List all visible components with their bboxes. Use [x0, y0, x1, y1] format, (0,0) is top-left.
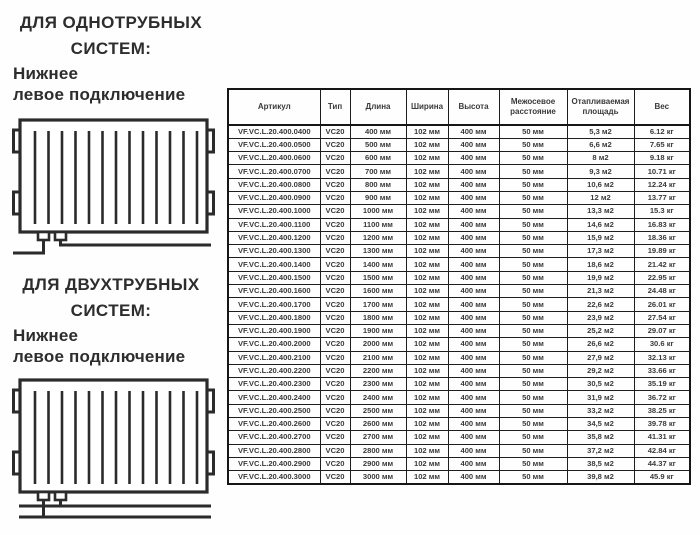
single-pipe-connection-label [13, 63, 219, 105]
cell-axle-distance: 50 мм [499, 391, 567, 404]
cell-article: VF.VC.L.20.400.0400 [228, 125, 320, 138]
cell-type: VC20 [320, 311, 350, 324]
cell-type: VC20 [320, 152, 350, 165]
table-row [228, 205, 690, 218]
cell-width: 102 мм [406, 125, 448, 138]
cell-weight: 38.25 кг [634, 404, 690, 417]
cell-article: VF.VC.L.20.400.1700 [228, 298, 320, 311]
cell-weight: 44.37 кг [634, 457, 690, 470]
cell-length: 1600 мм [350, 285, 406, 298]
table-row [228, 431, 690, 444]
cell-height: 400 мм [448, 205, 499, 218]
cell-weight: 12.24 кг [634, 178, 690, 191]
cell-weight: 41.31 кг [634, 431, 690, 444]
cell-weight: 15.3 кг [634, 205, 690, 218]
cell-article: VF.VC.L.20.400.3000 [228, 471, 320, 484]
cell-length: 1500 мм [350, 271, 406, 284]
cell-height: 400 мм [448, 391, 499, 404]
cell-article: VF.VC.L.20.400.0600 [228, 152, 320, 165]
cell-heated-area: 35,8 м2 [567, 431, 634, 444]
table-row [228, 311, 690, 324]
cell-axle-distance: 50 мм [499, 471, 567, 484]
cell-width: 102 мм [406, 391, 448, 404]
table-row [228, 378, 690, 391]
radiator-diagram-two-pipe [11, 372, 216, 522]
cell-type: VC20 [320, 285, 350, 298]
two-pipe-section-heading [8, 272, 214, 324]
cell-height: 400 мм [448, 138, 499, 151]
cell-axle-distance: 50 мм [499, 165, 567, 178]
cell-height: 400 мм [448, 431, 499, 444]
cell-weight: 7.65 кг [634, 138, 690, 151]
cell-width: 102 мм [406, 178, 448, 191]
cell-type: VC20 [320, 258, 350, 271]
cell-height: 400 мм [448, 364, 499, 377]
table-row [228, 324, 690, 337]
cell-width: 102 мм [406, 218, 448, 231]
table-row [228, 418, 690, 431]
cell-width: 102 мм [406, 404, 448, 417]
cell-type: VC20 [320, 351, 350, 364]
header-height: Высота [448, 89, 499, 125]
cell-length: 1100 мм [350, 218, 406, 231]
table-row [228, 457, 690, 470]
cell-height: 400 мм [448, 218, 499, 231]
single-pipe-section-heading [8, 10, 214, 62]
cell-type: VC20 [320, 231, 350, 244]
cell-weight: 19.89 кг [634, 245, 690, 258]
cell-article: VF.VC.L.20.400.0500 [228, 138, 320, 151]
cell-width: 102 мм [406, 311, 448, 324]
cell-height: 400 мм [448, 125, 499, 138]
cell-weight: 6.12 кг [634, 125, 690, 138]
cell-article: VF.VC.L.20.400.1500 [228, 271, 320, 284]
cell-axle-distance: 50 мм [499, 364, 567, 377]
cell-width: 102 мм [406, 152, 448, 165]
cell-article: VF.VC.L.20.400.1000 [228, 205, 320, 218]
cell-axle-distance: 50 мм [499, 205, 567, 218]
spec-table [227, 88, 691, 485]
cell-width: 102 мм [406, 258, 448, 271]
cell-type: VC20 [320, 324, 350, 337]
cell-height: 400 мм [448, 231, 499, 244]
cell-axle-distance: 50 мм [499, 258, 567, 271]
cell-width: 102 мм [406, 165, 448, 178]
cell-width: 102 мм [406, 298, 448, 311]
cell-type: VC20 [320, 125, 350, 138]
cell-type: VC20 [320, 191, 350, 204]
cell-type: VC20 [320, 471, 350, 484]
cell-weight: 9.18 кг [634, 152, 690, 165]
header-axle-distance: Межосевое расстояние [499, 89, 567, 125]
cell-height: 400 мм [448, 444, 499, 457]
table-row [228, 444, 690, 457]
header-length: Длина [350, 89, 406, 125]
header-article: Артикул [228, 89, 320, 125]
cell-axle-distance: 50 мм [499, 444, 567, 457]
cell-axle-distance: 50 мм [499, 178, 567, 191]
cell-width: 102 мм [406, 364, 448, 377]
cell-axle-distance: 50 мм [499, 338, 567, 351]
cell-type: VC20 [320, 298, 350, 311]
table-row [228, 125, 690, 138]
cell-height: 400 мм [448, 271, 499, 284]
cell-width: 102 мм [406, 431, 448, 444]
cell-length: 2600 мм [350, 418, 406, 431]
cell-type: VC20 [320, 444, 350, 457]
cell-article: VF.VC.L.20.400.2600 [228, 418, 320, 431]
cell-weight: 35.19 кг [634, 378, 690, 391]
cell-article: VF.VC.L.20.400.2500 [228, 404, 320, 417]
cell-type: VC20 [320, 338, 350, 351]
cell-article: VF.VC.L.20.400.1400 [228, 258, 320, 271]
cell-height: 400 мм [448, 178, 499, 191]
left-panel [0, 0, 222, 535]
cell-height: 400 мм [448, 457, 499, 470]
cell-weight: 27.54 кг [634, 311, 690, 324]
cell-length: 1700 мм [350, 298, 406, 311]
cell-axle-distance: 50 мм [499, 298, 567, 311]
cell-weight: 36.72 кг [634, 391, 690, 404]
cell-type: VC20 [320, 271, 350, 284]
cell-type: VC20 [320, 138, 350, 151]
cell-axle-distance: 50 мм [499, 351, 567, 364]
cell-type: VC20 [320, 418, 350, 431]
cell-height: 400 мм [448, 418, 499, 431]
table-row [228, 218, 690, 231]
cell-axle-distance: 50 мм [499, 271, 567, 284]
cell-length: 2700 мм [350, 431, 406, 444]
table-row [228, 231, 690, 244]
cell-length: 2800 мм [350, 444, 406, 457]
cell-length: 1300 мм [350, 245, 406, 258]
cell-height: 400 мм [448, 338, 499, 351]
cell-article: VF.VC.L.20.400.2200 [228, 364, 320, 377]
header-type: Тип [320, 89, 350, 125]
radiator-diagram-single-pipe [11, 112, 216, 258]
cell-width: 102 мм [406, 285, 448, 298]
cell-type: VC20 [320, 218, 350, 231]
cell-weight: 22.95 кг [634, 271, 690, 284]
cell-type: VC20 [320, 165, 350, 178]
cell-length: 1800 мм [350, 311, 406, 324]
cell-width: 102 мм [406, 378, 448, 391]
cell-length: 2900 мм [350, 457, 406, 470]
table-row [228, 152, 690, 165]
table-row [228, 338, 690, 351]
heading-line2: СИСТЕМ: [70, 301, 152, 320]
cell-weight: 16.83 кг [634, 218, 690, 231]
cell-axle-distance: 50 мм [499, 418, 567, 431]
table-row [228, 391, 690, 404]
cell-length: 2300 мм [350, 378, 406, 391]
cell-length: 500 мм [350, 138, 406, 151]
cell-article: VF.VC.L.20.400.2400 [228, 391, 320, 404]
cell-heated-area: 23,9 м2 [567, 311, 634, 324]
cell-heated-area: 29,2 м2 [567, 364, 634, 377]
cell-article: VF.VC.L.20.400.1600 [228, 285, 320, 298]
header-width: Ширина [406, 89, 448, 125]
heading-line2: СИСТЕМ: [70, 39, 152, 58]
cell-weight: 18.36 кг [634, 231, 690, 244]
cell-article: VF.VC.L.20.400.1200 [228, 231, 320, 244]
cell-axle-distance: 50 мм [499, 285, 567, 298]
cell-width: 102 мм [406, 191, 448, 204]
cell-weight: 30.6 кг [634, 338, 690, 351]
table-row [228, 404, 690, 417]
cell-heated-area: 25,2 м2 [567, 324, 634, 337]
cell-length: 900 мм [350, 191, 406, 204]
cell-height: 400 мм [448, 298, 499, 311]
cell-article: VF.VC.L.20.400.1100 [228, 218, 320, 231]
cell-width: 102 мм [406, 271, 448, 284]
table-row [228, 178, 690, 191]
sub-line2: левое подключение [13, 347, 186, 366]
cell-weight: 39.78 кг [634, 418, 690, 431]
cell-length: 3000 мм [350, 471, 406, 484]
cell-length: 400 мм [350, 125, 406, 138]
cell-weight: 26.01 кг [634, 298, 690, 311]
cell-length: 800 мм [350, 178, 406, 191]
cell-height: 400 мм [448, 245, 499, 258]
cell-article: VF.VC.L.20.400.1300 [228, 245, 320, 258]
cell-axle-distance: 50 мм [499, 311, 567, 324]
cell-article: VF.VC.L.20.400.2000 [228, 338, 320, 351]
cell-height: 400 мм [448, 258, 499, 271]
cell-height: 400 мм [448, 471, 499, 484]
cell-weight: 45.9 кг [634, 471, 690, 484]
cell-heated-area: 13,3 м2 [567, 205, 634, 218]
cell-type: VC20 [320, 404, 350, 417]
cell-heated-area: 39,8 м2 [567, 471, 634, 484]
cell-weight: 10.71 кг [634, 165, 690, 178]
cell-length: 2200 мм [350, 364, 406, 377]
header-heated-area: Отапливаемая площадь [567, 89, 634, 125]
table-row [228, 471, 690, 484]
table-row [228, 351, 690, 364]
cell-length: 1900 мм [350, 324, 406, 337]
cell-heated-area: 10,6 м2 [567, 178, 634, 191]
cell-type: VC20 [320, 178, 350, 191]
cell-heated-area: 9,3 м2 [567, 165, 634, 178]
cell-type: VC20 [320, 378, 350, 391]
cell-heated-area: 27,9 м2 [567, 351, 634, 364]
cell-heated-area: 34,5 м2 [567, 418, 634, 431]
cell-weight: 24.48 кг [634, 285, 690, 298]
cell-width: 102 мм [406, 245, 448, 258]
table-row [228, 138, 690, 151]
cell-heated-area: 8 м2 [567, 152, 634, 165]
sub-line1: Нижнее [13, 64, 79, 83]
cell-weight: 21.42 кг [634, 258, 690, 271]
cell-heated-area: 30,5 м2 [567, 378, 634, 391]
cell-width: 102 мм [406, 418, 448, 431]
cell-width: 102 мм [406, 138, 448, 151]
cell-heated-area: 18,6 м2 [567, 258, 634, 271]
table-row [228, 271, 690, 284]
cell-height: 400 мм [448, 311, 499, 324]
table-row [228, 191, 690, 204]
cell-weight: 29.07 кг [634, 324, 690, 337]
cell-width: 102 мм [406, 338, 448, 351]
cell-width: 102 мм [406, 351, 448, 364]
cell-axle-distance: 50 мм [499, 138, 567, 151]
cell-height: 400 мм [448, 191, 499, 204]
cell-weight: 42.84 кг [634, 444, 690, 457]
cell-article: VF.VC.L.20.400.2100 [228, 351, 320, 364]
cell-heated-area: 5,3 м2 [567, 125, 634, 138]
cell-height: 400 мм [448, 152, 499, 165]
cell-axle-distance: 50 мм [499, 404, 567, 417]
cell-length: 1200 мм [350, 231, 406, 244]
cell-article: VF.VC.L.20.400.2900 [228, 457, 320, 470]
sub-line2: левое подключение [13, 85, 186, 104]
cell-heated-area: 14,6 м2 [567, 218, 634, 231]
cell-axle-distance: 50 мм [499, 231, 567, 244]
cell-axle-distance: 50 мм [499, 191, 567, 204]
cell-width: 102 мм [406, 205, 448, 218]
cell-heated-area: 19,9 м2 [567, 271, 634, 284]
table-header-row [228, 89, 690, 125]
table-row [228, 258, 690, 271]
table-row [228, 364, 690, 377]
cell-width: 102 мм [406, 231, 448, 244]
cell-width: 102 мм [406, 471, 448, 484]
table-row [228, 285, 690, 298]
cell-heated-area: 31,9 м2 [567, 391, 634, 404]
cell-heated-area: 17,3 м2 [567, 245, 634, 258]
cell-axle-distance: 50 мм [499, 457, 567, 470]
cell-length: 2100 мм [350, 351, 406, 364]
cell-heated-area: 26,6 м2 [567, 338, 634, 351]
table-row [228, 245, 690, 258]
sub-line1: Нижнее [13, 326, 79, 345]
table-row [228, 298, 690, 311]
cell-article: VF.VC.L.20.400.2700 [228, 431, 320, 444]
cell-length: 2500 мм [350, 404, 406, 417]
cell-weight: 13.77 кг [634, 191, 690, 204]
cell-article: VF.VC.L.20.400.1900 [228, 324, 320, 337]
spec-table-body [228, 125, 690, 484]
cell-axle-distance: 50 мм [499, 324, 567, 337]
cell-article: VF.VC.L.20.400.0700 [228, 165, 320, 178]
cell-length: 2000 мм [350, 338, 406, 351]
cell-heated-area: 22,6 м2 [567, 298, 634, 311]
cell-type: VC20 [320, 391, 350, 404]
cell-height: 400 мм [448, 404, 499, 417]
cell-axle-distance: 50 мм [499, 218, 567, 231]
cell-type: VC20 [320, 364, 350, 377]
cell-axle-distance: 50 мм [499, 245, 567, 258]
cell-article: VF.VC.L.20.400.0800 [228, 178, 320, 191]
heading-line1: ДЛЯ ОДНОТРУБНЫХ [19, 13, 203, 32]
two-pipe-connection-label [13, 325, 219, 367]
cell-weight: 33.66 кг [634, 364, 690, 377]
cell-heated-area: 33,2 м2 [567, 404, 634, 417]
cell-type: VC20 [320, 205, 350, 218]
cell-heated-area: 21,3 м2 [567, 285, 634, 298]
cell-type: VC20 [320, 245, 350, 258]
cell-article: VF.VC.L.20.400.2300 [228, 378, 320, 391]
cell-length: 600 мм [350, 152, 406, 165]
cell-article: VF.VC.L.20.400.2800 [228, 444, 320, 457]
cell-heated-area: 15,9 м2 [567, 231, 634, 244]
cell-axle-distance: 50 мм [499, 152, 567, 165]
cell-axle-distance: 50 мм [499, 431, 567, 444]
cell-length: 700 мм [350, 165, 406, 178]
cell-length: 1000 мм [350, 205, 406, 218]
cell-height: 400 мм [448, 351, 499, 364]
cell-heated-area: 12 м2 [567, 191, 634, 204]
cell-width: 102 мм [406, 457, 448, 470]
cell-length: 2400 мм [350, 391, 406, 404]
cell-article: VF.VC.L.20.400.1800 [228, 311, 320, 324]
cell-height: 400 мм [448, 378, 499, 391]
cell-article: VF.VC.L.20.400.0900 [228, 191, 320, 204]
cell-type: VC20 [320, 431, 350, 444]
cell-axle-distance: 50 мм [499, 125, 567, 138]
cell-type: VC20 [320, 457, 350, 470]
table-row [228, 165, 690, 178]
cell-axle-distance: 50 мм [499, 378, 567, 391]
header-weight: Вес [634, 89, 690, 125]
cell-length: 1400 мм [350, 258, 406, 271]
cell-height: 400 мм [448, 165, 499, 178]
cell-width: 102 мм [406, 324, 448, 337]
cell-height: 400 мм [448, 285, 499, 298]
cell-weight: 32.13 кг [634, 351, 690, 364]
cell-heated-area: 6,6 м2 [567, 138, 634, 151]
cell-height: 400 мм [448, 324, 499, 337]
heading-line1: ДЛЯ ДВУХТРУБНЫХ [22, 275, 200, 294]
cell-heated-area: 38,5 м2 [567, 457, 634, 470]
cell-width: 102 мм [406, 444, 448, 457]
cell-heated-area: 37,2 м2 [567, 444, 634, 457]
